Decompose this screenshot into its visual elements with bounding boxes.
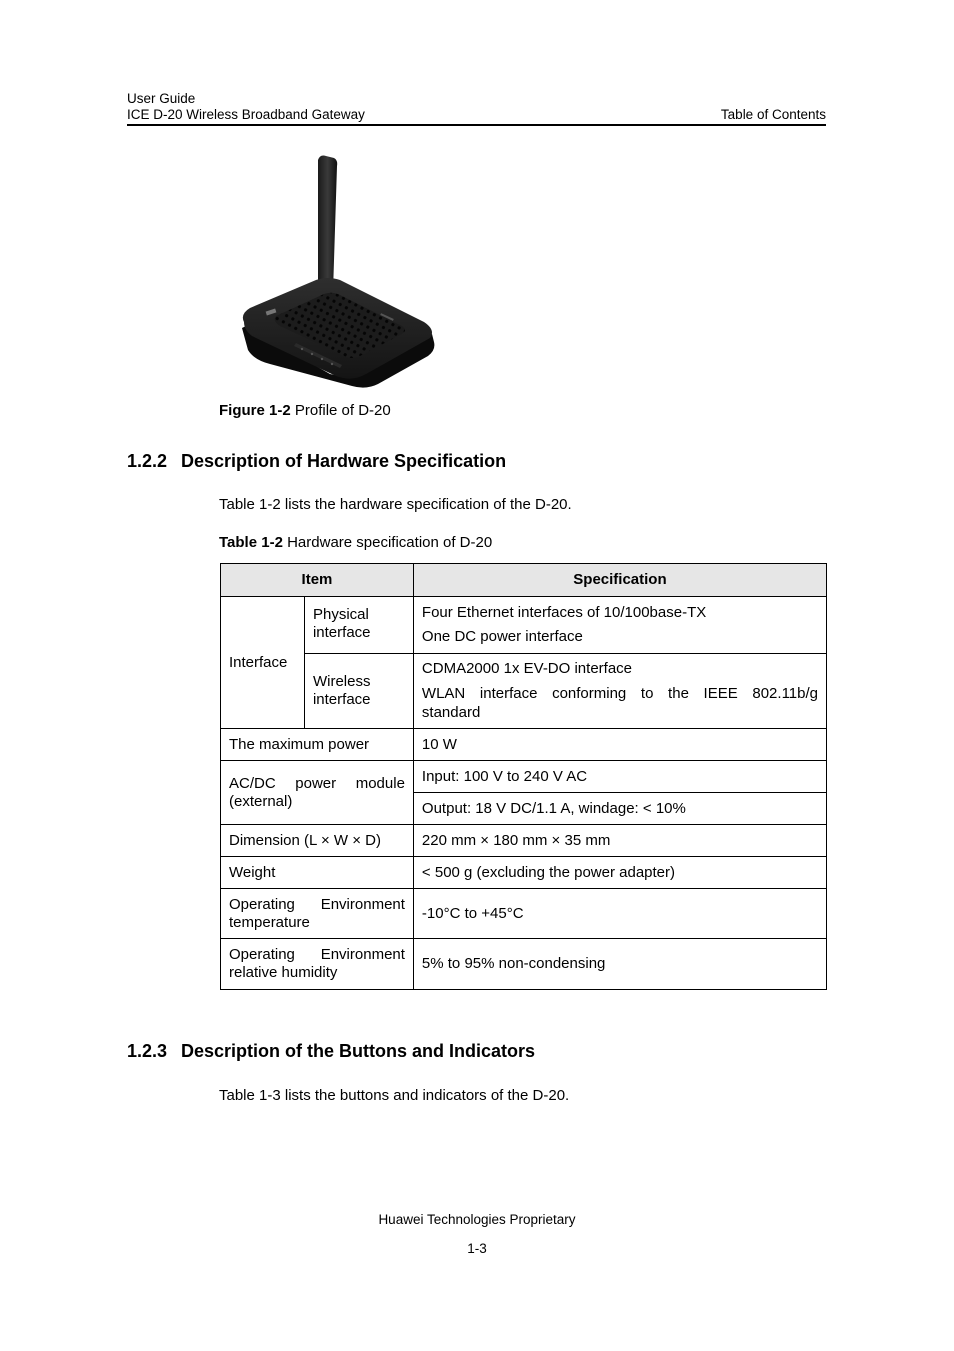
section-heading-hardware	[127, 451, 506, 472]
cell-temp-line1: Operating Environment	[229, 895, 405, 913]
section-number: 1.2.2	[127, 451, 168, 471]
wireless-spec-line2a: WLAN interface conforming to the IEEE 802.11b/g	[421, 685, 818, 702]
cell-physical-text: Physical interface	[312, 606, 371, 641]
cell-acdc-input: Input: 100 V to 240 V AC	[413, 761, 826, 793]
table-row	[221, 729, 827, 761]
section-heading-buttons	[127, 1041, 535, 1062]
section-title: Description of Hardware Specification	[181, 451, 507, 471]
table-caption-text: Hardware specification of D-20	[287, 534, 493, 551]
cell-max-power: The maximum power	[221, 729, 414, 761]
col-header-spec: Specification	[413, 564, 826, 597]
figure-label: Figure 1-2	[219, 402, 291, 419]
wireless-spec-line2b: standard	[421, 704, 481, 721]
router-image	[236, 150, 441, 390]
cell-temperature-val: -10°C to +45°C	[413, 889, 826, 939]
table-row	[221, 857, 827, 889]
cell-humidity	[221, 939, 414, 990]
header-product: ICE D-20 Wireless Broadband Gateway	[127, 107, 365, 122]
table-row	[221, 761, 827, 793]
cell-acdc-output: Output: 18 V DC/1.1 A, windage: < 10%	[413, 793, 826, 825]
cell-max-power-val: 10 W	[413, 729, 826, 761]
section-intro: Table 1-3 lists the buttons and indicators of the D-20.	[219, 1087, 570, 1104]
table-row	[221, 939, 827, 990]
cell-weight: Weight	[221, 857, 414, 889]
table-row	[221, 825, 827, 857]
figure-caption	[219, 402, 391, 419]
page-number: 1-3	[467, 1241, 487, 1256]
wireless-spec-line1: CDMA2000 1x EV-DO interface	[421, 660, 633, 677]
cell-hum-line2: relative humidity	[229, 964, 338, 981]
table-caption	[219, 534, 492, 551]
physical-spec-line1: Four Ethernet interfaces of 10/100base-TX	[421, 604, 707, 621]
cell-acdc	[221, 761, 414, 825]
physical-spec-line2: One DC power interface	[421, 628, 583, 645]
cell-physical	[304, 597, 413, 654]
cell-acdc-line1: AC/DC power module	[229, 774, 405, 792]
cell-humidity-val: 5% to 95% non-condensing	[413, 939, 826, 990]
table-row	[221, 654, 827, 729]
section-title: Description of the Buttons and Indicators	[181, 1041, 536, 1061]
col-header-item: Item	[221, 564, 414, 597]
header-doc-type: User Guide	[127, 91, 196, 106]
table-label: Table 1-2	[219, 534, 283, 551]
cell-wireless-text: Wireless interface	[312, 673, 371, 708]
cell-physical-spec	[413, 597, 826, 654]
cell-temperature	[221, 889, 414, 939]
table-row	[221, 889, 827, 939]
header-rule	[127, 124, 826, 126]
cell-weight-val: < 500 g (excluding the power adapter)	[413, 857, 826, 889]
footer-proprietary: Huawei Technologies Proprietary	[378, 1212, 576, 1227]
header-section: Table of Contents	[720, 107, 826, 122]
hardware-spec-table	[220, 563, 827, 990]
cell-wireless	[304, 654, 413, 729]
cell-dimension: Dimension (L × W × D)	[221, 825, 414, 857]
cell-hum-line1: Operating Environment	[229, 946, 405, 963]
cell-acdc-line2: (external)	[229, 792, 293, 810]
cell-temp-line2: temperature	[229, 913, 310, 931]
table-row	[221, 597, 827, 654]
cell-interface: Interface	[221, 597, 305, 729]
table-header-row	[221, 564, 827, 597]
cell-wireless-spec	[413, 654, 826, 729]
section-number: 1.2.3	[127, 1041, 168, 1061]
wireless-spec-line2	[422, 684, 818, 722]
cell-dimension-val: 220 mm × 180 mm × 35 mm	[413, 825, 826, 857]
section-intro: Table 1-2 lists the hardware specification of the D-20.	[219, 496, 572, 513]
figure-caption-text: Profile of D-20	[294, 402, 391, 419]
